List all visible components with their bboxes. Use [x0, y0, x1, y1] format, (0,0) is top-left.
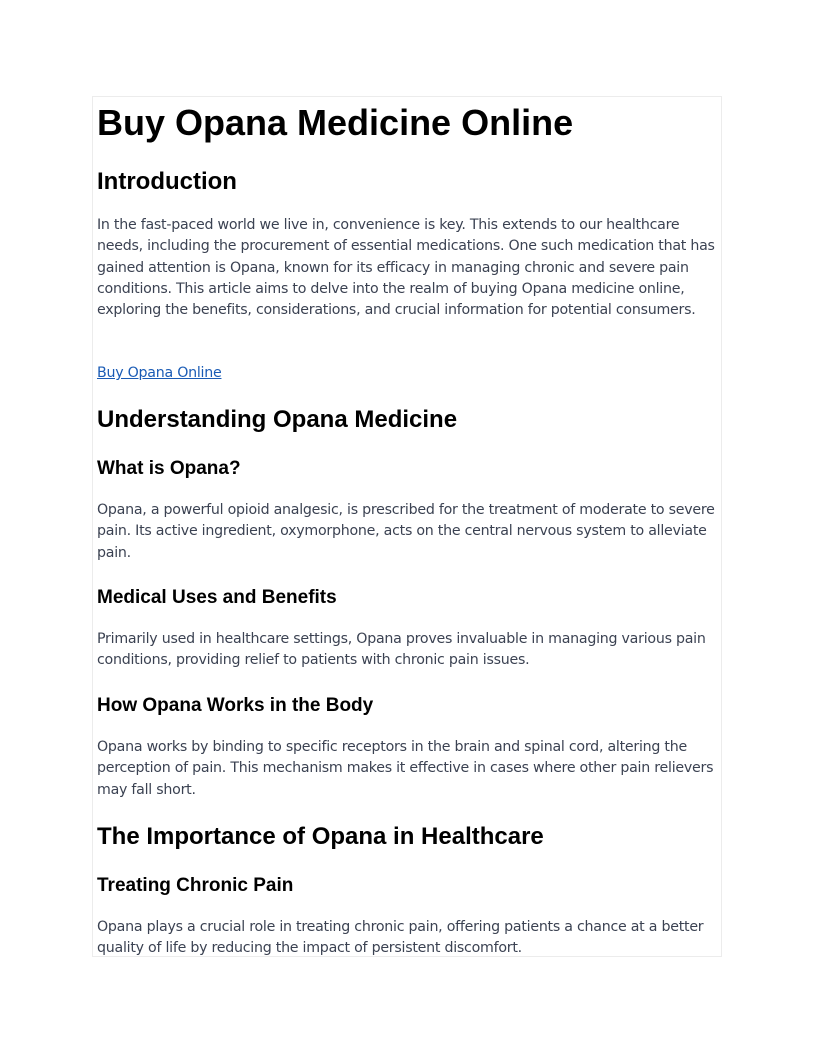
- paragraph-what-is-opana: Opana, a powerful opioid analgesic, is prescribed for the treatment of moderate to severe pain. Its active ingredient, oxymorphone, acts on the central nervous system to alleviate pain.: [97, 502, 715, 561]
- paragraph-medical-uses: Primarily used in healthcare settings, Opana proves invaluable in managing various pain conditions, providing relief to patients with chronic pain issues.: [97, 631, 706, 669]
- heading-medical-uses: Medical Uses and Benefits: [97, 587, 337, 608]
- heading-importance-of-opana: The Importance of Opana in Healthcare: [97, 823, 544, 850]
- heading-understanding-opana: Understanding Opana Medicine: [97, 406, 458, 433]
- heading-how-opana-works: How Opana Works in the Body: [97, 695, 374, 716]
- heading-what-is-opana: What is Opana?: [97, 458, 241, 479]
- document-page: [92, 96, 722, 957]
- paragraph-how-opana-works: Opana works by binding to specific receptors in the brain and spinal cord, altering the perception of pain. This mechanism makes it effective in cases where other pain relievers may fall short.: [97, 739, 714, 798]
- buy-opana-online-link[interactable]: Buy Opana Online: [97, 365, 222, 381]
- heading-introduction: Introduction: [97, 168, 237, 195]
- paragraph-introduction: In the fast-paced world we live in, convenience is key. This extends to our healthcare needs, including the procurement of essential medications. One such medication that has gained attention is Opana, known for its efficacy in managing chronic and severe pain conditions. This article aims to delve into the realm of buying Opana medicine online, exploring the benefits, considerations, and crucial information for potential consumers.: [97, 217, 715, 319]
- heading-treating-chronic-pain: Treating Chronic Pain: [97, 875, 294, 896]
- document-title: Buy Opana Medicine Online: [97, 102, 574, 143]
- paragraph-treating-chronic-pain: Opana plays a crucial role in treating chronic pain, offering patients a chance at a better quality of life by reducing the impact of persistent discomfort.: [97, 919, 704, 957]
